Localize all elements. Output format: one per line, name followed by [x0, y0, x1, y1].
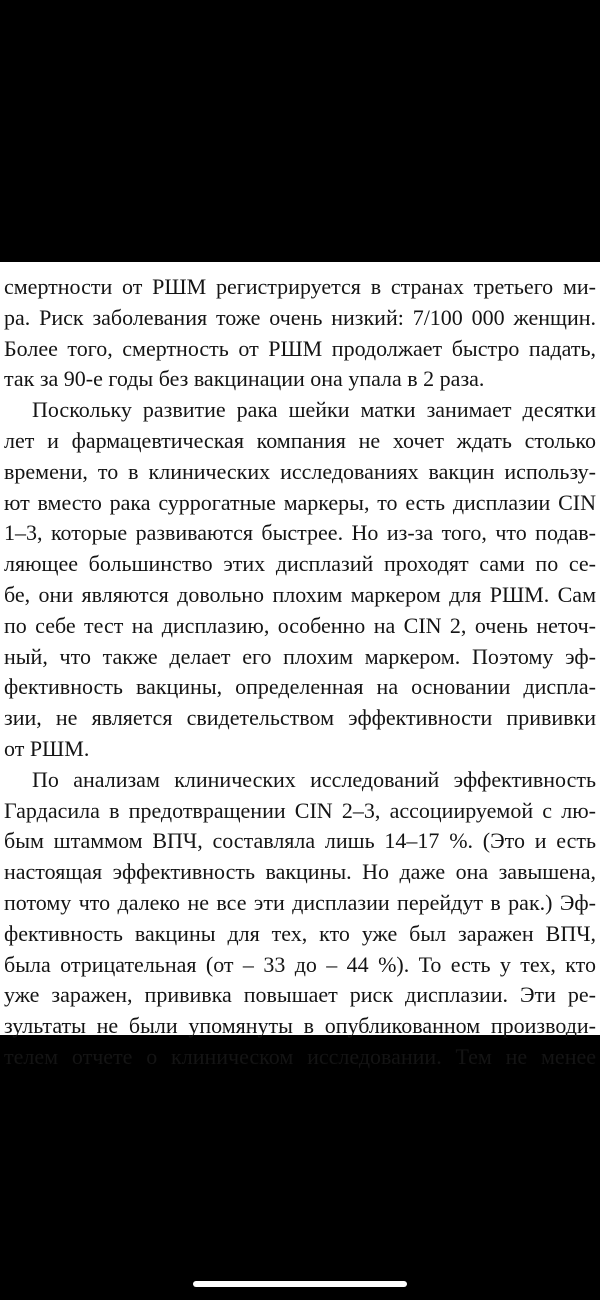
text-line: зультаты не были упомянуты в опубликованном производи-	[4, 1013, 596, 1039]
text-line: уже заражен, прививка повышает риск дисплазии. Эти ре-	[4, 982, 596, 1008]
text-line: Поскольку развитие рака шейки матки занимает десятки	[32, 397, 596, 423]
text-line: лет и фармацевтическая компания не хочет ждать столько	[4, 427, 596, 453]
paragraph-3	[4, 765, 596, 1073]
text-line: потому что далеко не все эти дисплазии перейдут в рак.) Эф-	[4, 889, 596, 915]
text-line: ра. Риск заболевания тоже очень низкий: 7/100 000 женщин.	[4, 304, 596, 330]
page-text	[4, 272, 596, 1073]
text-line: была отрицательная (от – 33 до – 44 %). То есть у тех, кто	[4, 951, 596, 977]
text-line: ют вместо рака суррогатные маркеры, то есть дисплазии CIN	[4, 489, 596, 515]
text-line: смертности от РШМ регистрируется в странах третьего ми-	[4, 274, 596, 299]
text-line: ляющее большинство этих дисплазий проходят сами по се-	[4, 551, 596, 577]
text-line: бе, они являются довольно плохим маркером для РШМ. Сам	[4, 581, 596, 607]
paragraph-1	[4, 272, 596, 395]
text-line: По анализам клинических исследований эффективность	[32, 766, 596, 792]
text-line: так за 90-е годы без вакцинации она упала в 2 раза.	[4, 366, 485, 392]
text-line: по себе тест на дисплазию, особенно на CIN 2, очень неточ-	[4, 612, 596, 638]
text-line: времени, то в клинических исследованиях вакцин использу-	[4, 458, 596, 484]
text-line: от РШМ.	[4, 735, 90, 761]
text-line: Более того, смертность от РШМ продолжает быстро падать,	[4, 335, 596, 361]
paragraph-2	[4, 395, 596, 765]
text-line: Гардасила в предотвращении CIN 2–3, ассоциируемой с лю-	[4, 797, 596, 823]
text-line: бым штаммом ВПЧ, составляла лишь 14–17 %. (Это и есть	[4, 828, 596, 854]
text-line: фективность вакцины для тех, кто уже был заражен ВПЧ,	[4, 920, 596, 946]
text-line: фективность вакцины, определенная на основании диспла-	[4, 674, 596, 700]
text-line: 1–3, которые развиваются быстрее. Но из-за того, что подав-	[4, 520, 596, 546]
text-line: телем отчете о клиническом исследовании. Тем не менее	[4, 1043, 596, 1069]
home-indicator[interactable]	[193, 1281, 407, 1287]
book-page[interactable]	[0, 262, 600, 1069]
text-line: зии, не является свидетельством эффективности прививки	[4, 705, 596, 731]
text-line: ный, что также делает его плохим маркером. Поэтому эф-	[4, 643, 596, 669]
text-line: настоящая эффективность вакцины. Но даже она завышена,	[4, 859, 596, 885]
